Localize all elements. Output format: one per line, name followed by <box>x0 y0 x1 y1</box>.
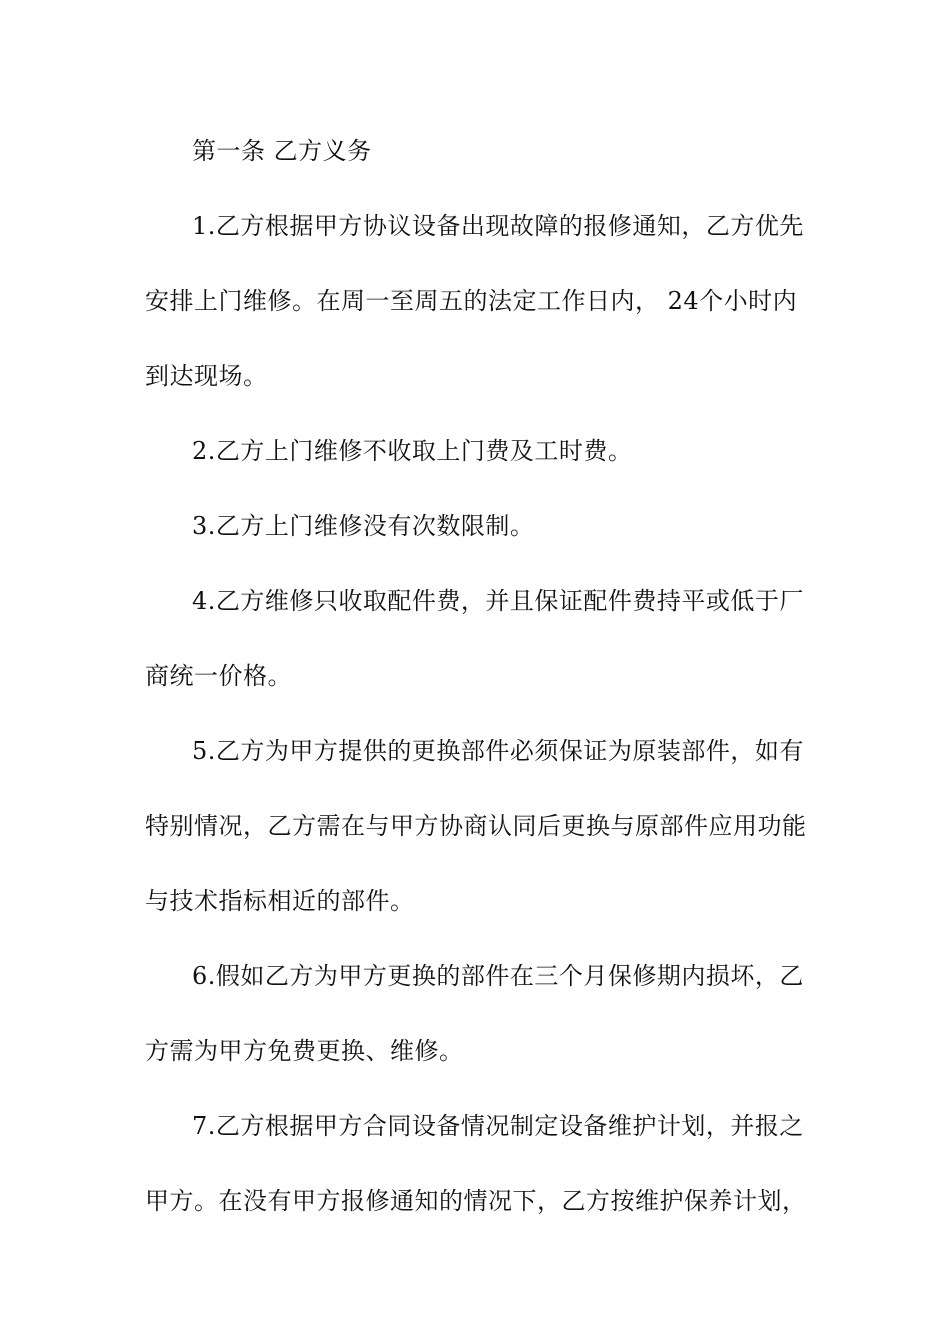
paragraph-6-line-1: 6.假如乙方为甲方更换的部件在三个月保修期内损坏，乙 <box>192 962 804 990</box>
paragraph-2-line-1: 2.乙方上门维修不收取上门费及工时费。 <box>192 437 633 465</box>
paragraph-6-line-2: 方需为甲方免费更换、维修。 <box>145 1037 464 1065</box>
paragraph-7-line-2: 甲方。在没有甲方报修通知的情况下，乙方按维护保养计划， <box>145 1187 807 1215</box>
paragraph-4-line-1: 4.乙方维修只收取配件费，并且保证配件费持平或低于厂 <box>192 587 804 615</box>
paragraph-5-line-2: 特别情况，乙方需在与甲方协商认同后更换与原部件应用功能 <box>145 812 807 840</box>
paragraph-1-line-3: 到达现场。 <box>145 362 268 390</box>
paragraph-5-line-1: 5.乙方为甲方提供的更换部件必须保证为原装部件，如有 <box>192 737 804 765</box>
paragraph-1-line-1: 1.乙方根据甲方协议设备出现故障的报修通知，乙方优先 <box>192 212 804 240</box>
paragraph-7-line-1: 7.乙方根据甲方合同设备情况制定设备维护计划，并报之 <box>192 1112 804 1140</box>
paragraph-5-line-3: 与技术指标相近的部件。 <box>145 887 415 915</box>
paragraph-3-line-1: 3.乙方上门维修没有次数限制。 <box>192 512 535 540</box>
article-heading: 第一条 乙方义务 <box>192 137 372 165</box>
paragraph-1-line-2: 安排上门维修。在周一至周五的法定工作日内， 24个小时内 <box>145 287 798 315</box>
paragraph-4-line-2: 商统一价格。 <box>145 662 292 690</box>
